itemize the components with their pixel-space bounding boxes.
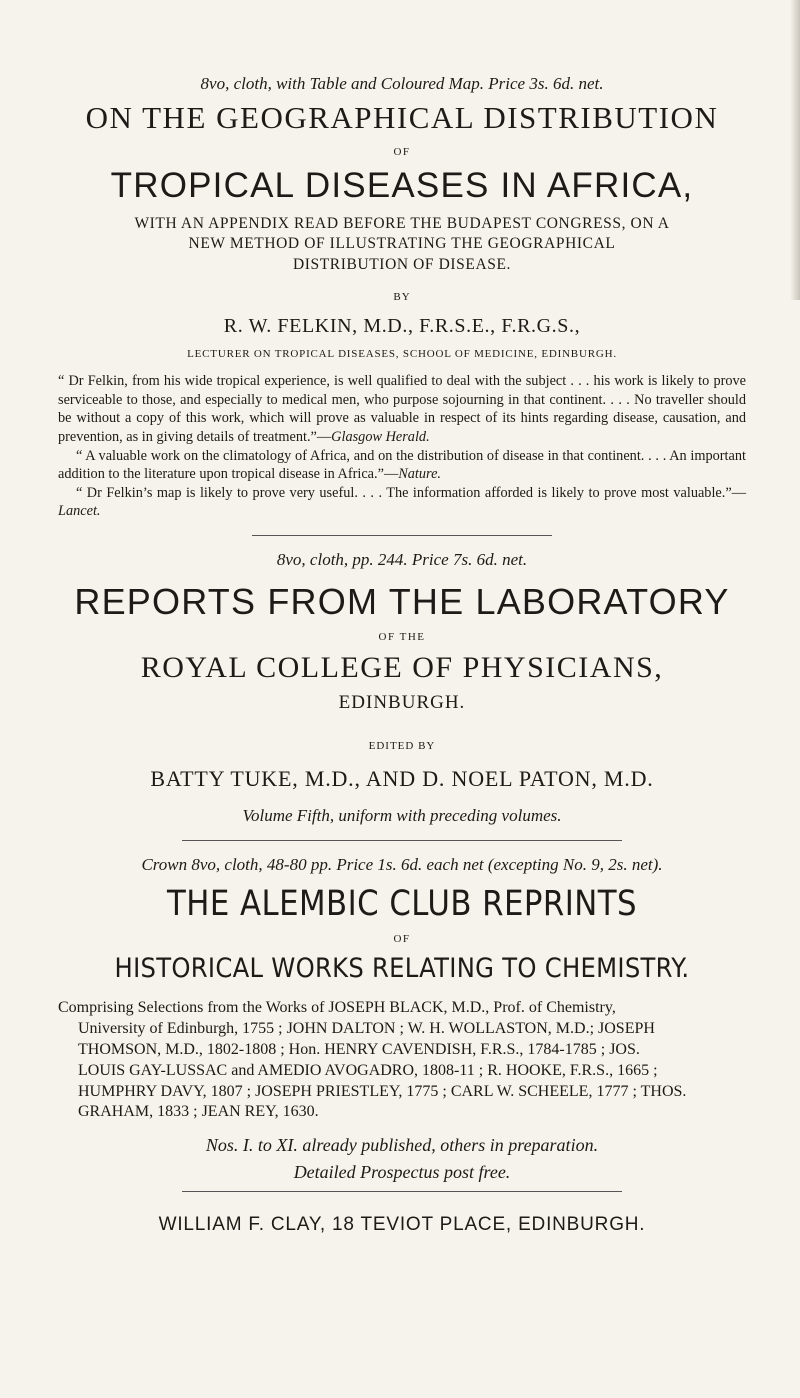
by-label: BY [393,291,411,304]
book-felkin [58,74,746,521]
author-title: LECTURER ON TROPICAL DISEASES, SCHOOL OF MEDICINE, EDINBURGH. [187,348,617,361]
of-label: OF [393,145,411,158]
subtitle-line: DISTRIBUTION OF DISEASE. [292,255,512,273]
review: “ Dr Felkin’s map is likely to prove very useful. . . . The information afforded is likely to prove most valuable.”—Lancet. [58,484,746,520]
subtitle-line: WITH AN APPENDIX READ BEFORE THE BUDAPEST CONGRESS, ON A [134,214,670,232]
book-title-line-1: REPORTS FROM THE LABORATORY [74,580,730,622]
contents-list [58,998,746,1123]
author-name: R. W. FELKIN, M.D., F.R.S.E., F.R.G.S., [223,315,581,338]
contents-line: Comprising Selections from the Works of JOSEPH BLACK, M.D., Prof. of Chemistry, [58,999,616,1017]
book-title-line-2: HISTORICAL WORKS RELATING TO CHEMISTRY. [114,953,690,985]
press-reviews [58,372,746,521]
book-meta: Crown 8vo, cloth, 48-80 pp. Price 1s. 6d. each net (excepting No. 9, 2s. net). [141,854,663,874]
divider [252,535,552,536]
of-label: OF [393,933,411,946]
review: “ Dr Felkin, from his wide tropical experience, is well qualified to deal with the subject . . . his work is likely to prove serviceable to those, and especially to medical men, who purpose sojourning in that continent. . . . No traveller should be without a copy of this work, which will prove as valuable in respect of its hints regarding disease, causation, and prevention, as in giving details of treatment.”—Glasgow Herald. [58,373,746,445]
book-meta: 8vo, cloth, with Table and Coloured Map. Price 3s. 6d. net. [200,74,604,93]
contents-line: HUMPHRY DAVY, 1807 ; JOSEPH PRIESTLEY, 1775 ; CARL W. SCHEELE, 1777 ; THOS. [78,1082,687,1100]
contents-line: University of Edinburgh, 1755 ; JOHN DALTON ; W. H. WOLLASTON, M.D.; JOSEPH [78,1020,655,1038]
edited-by-label: EDITED BY [368,739,436,752]
divider [182,1191,622,1192]
publication-status: Nos. I. to XI. already published, others in preparation. [205,1135,599,1156]
advertisement-page [58,60,746,1236]
of-the-label: OF THE [378,631,426,644]
publisher-imprint: WILLIAM F. CLAY, 18 TEVIOT PLACE, EDINBURGH. [158,1214,646,1236]
book-title-line-3: EDINBURGH. [338,691,466,713]
review: “ A valuable work on the climatology of Africa, and on the distribution of disease in that continent. . . . An important addition to the literature upon tropical disease in Africa.”—Nature. [58,447,746,483]
subtitle-line: NEW METHOD OF ILLUSTRATING THE GEOGRAPHICAL [188,235,616,253]
editors: BATTY TUKE, M.D., AND D. NOEL PATON, M.D. [150,765,654,791]
page-edge-shadow [790,0,800,300]
volume-note: Volume Fifth, uniform with preceding volumes. [242,805,562,825]
book-alembic-club [58,855,746,1183]
book-subtitle [58,214,746,275]
contents-line: THOMSON, M.D., 1802-1808 ; Hon. HENRY CAVENDISH, F.R.S., 1784-1785 ; JOS. [78,1041,640,1059]
book-laboratory-reports [58,550,746,826]
contents-line: LOUIS GAY-LUSSAC and AMEDIO AVOGADRO, 1808-11 ; R. HOOKE, F.R.S., 1665 ; [78,1061,658,1079]
prospectus-note: Detailed Prospectus post free. [293,1162,511,1183]
book-meta: 8vo, cloth, pp. 244. Price 7s. 6d. net. [276,549,528,569]
book-title-line-2: TROPICAL DISEASES IN AFRICA, [110,165,694,205]
divider [182,840,622,841]
book-title-line-1: ON THE GEOGRAPHICAL DISTRIBUTION [85,100,719,135]
book-title-line-2: ROYAL COLLEGE OF PHYSICIANS, [140,651,664,685]
contents-line: GRAHAM, 1833 ; JEAN REY, 1630. [78,1103,319,1121]
book-title-line-1: THE ALEMBIC CLUB REPRINTS [167,883,637,924]
